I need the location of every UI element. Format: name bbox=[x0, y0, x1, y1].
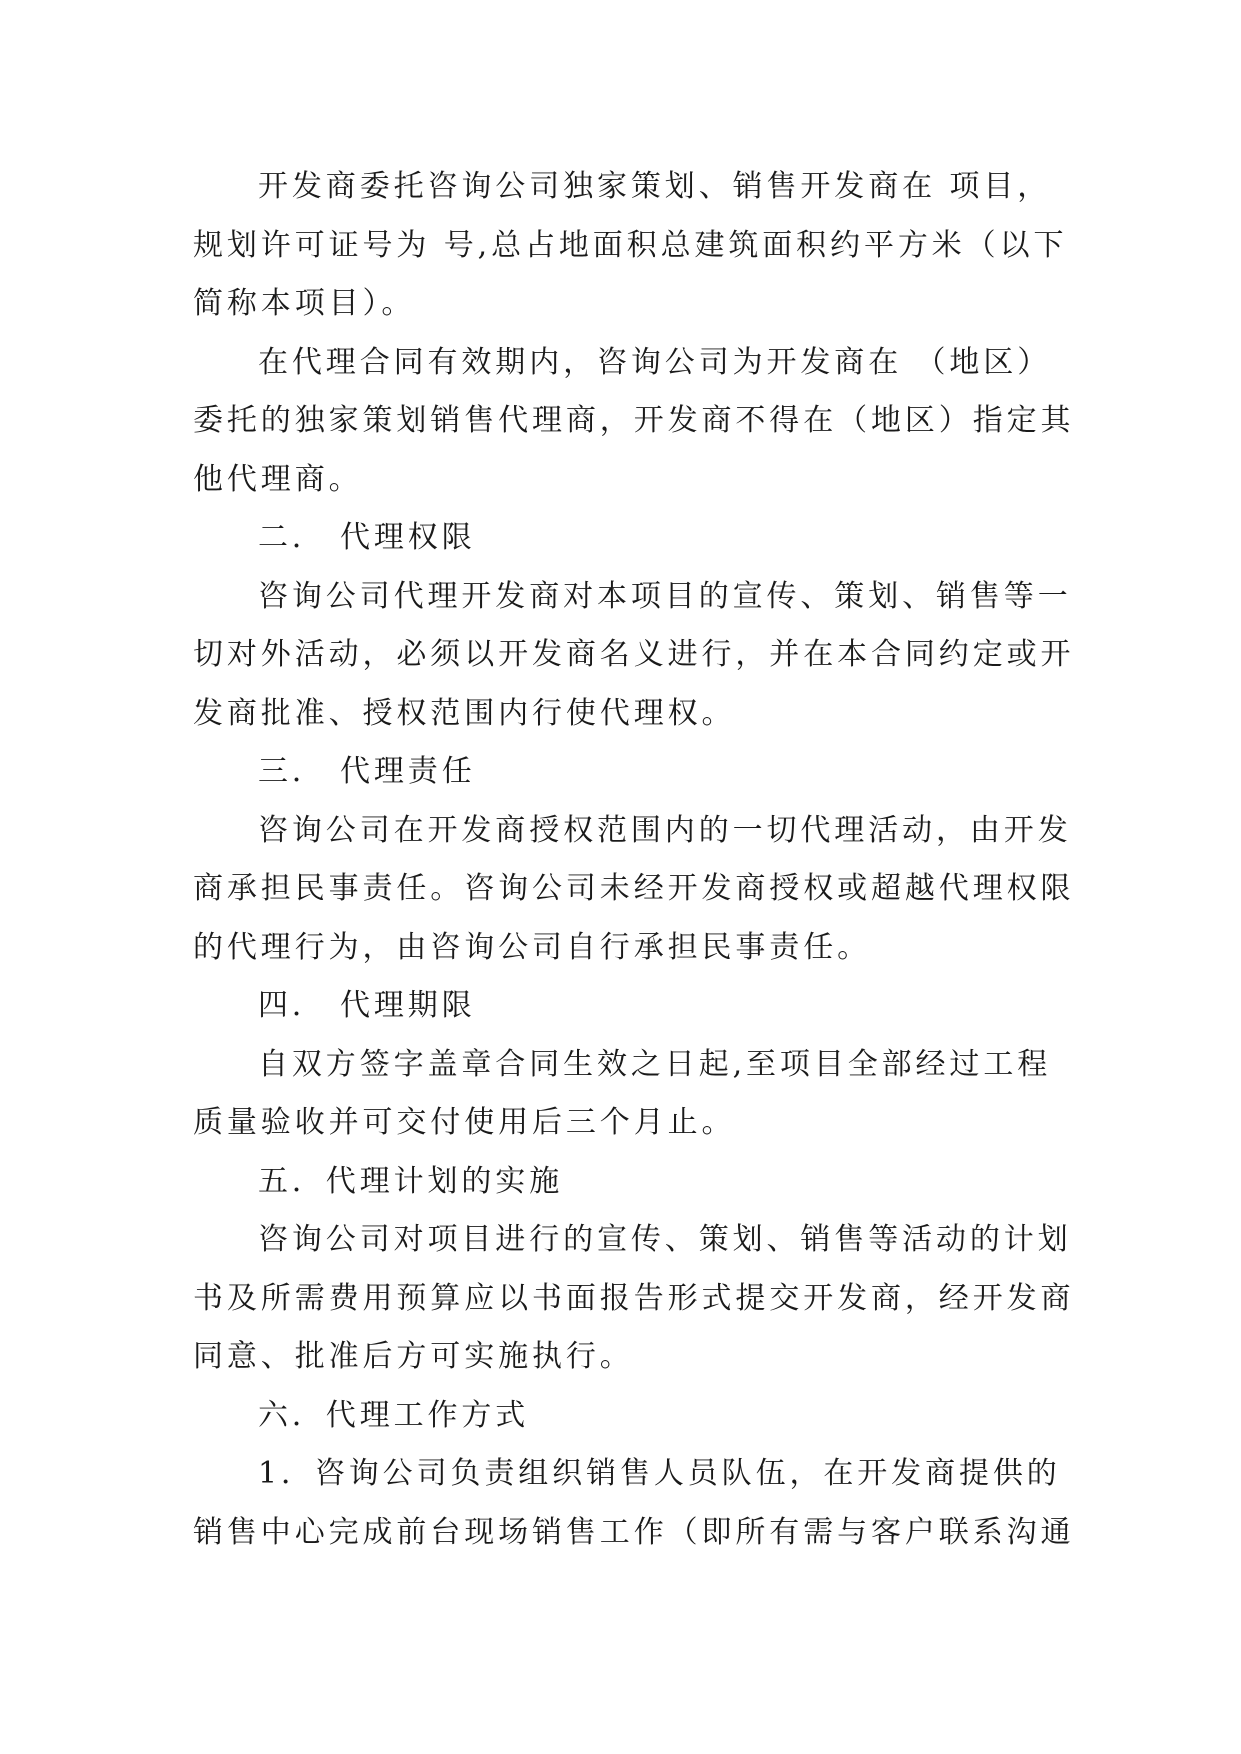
paragraph-line: 商承担民事责任。咨询公司未经开发商授权或超越代理权限 bbox=[193, 871, 1075, 906]
paragraph-line: 委托的独家策划销售代理商，开发商不得在（地区）指定其 bbox=[193, 403, 1075, 438]
paragraph-line: 同意、批准后方可实施执行。 bbox=[193, 1339, 634, 1374]
paragraph-line: 在代理合同有效期内，咨询公司为开发商在 （地区） bbox=[258, 344, 1052, 380]
paragraph-line: 销售中心完成前台现场销售工作（即所有需与客户联系沟通 bbox=[193, 1514, 1075, 1550]
section-heading-6: 六．代理工作方式 bbox=[258, 1397, 530, 1433]
section-heading-3 bbox=[193, 743, 1053, 802]
paragraph-line: 规划许可证号为 号,总占地面积总建筑面积约平方米（以下 bbox=[193, 227, 1068, 263]
section-title: 代理期限 bbox=[340, 988, 476, 1023]
paragraph-line: 咨询公司对项目进行的宣传、策划、销售等活动的计划 bbox=[258, 1222, 1072, 1257]
section-number: 三． bbox=[258, 754, 326, 789]
paragraph-line: 1．咨询公司负责组织销售人员队伍，在开发商提供的 bbox=[258, 1456, 1061, 1491]
paragraph-line: 他代理商。 bbox=[193, 461, 363, 497]
paragraph-line: 咨询公司代理开发商对本项目的宣传、策划、销售等一 bbox=[258, 578, 1072, 614]
paragraph-line: 开发商委托咨询公司独家策划、销售开发商在 项目， bbox=[258, 169, 1052, 204]
paragraph-line: 质量验收并可交付使用后三个月止。 bbox=[193, 1105, 736, 1140]
paragraph-line: 书及所需费用预算应以书面报告形式提交开发商，经开发商 bbox=[193, 1280, 1075, 1316]
paragraph-line: 发商批准、授权范围内行使代理权。 bbox=[193, 695, 736, 731]
paragraph-line: 简称本项目）。 bbox=[193, 286, 416, 321]
section-number: 四． bbox=[258, 988, 326, 1023]
section-heading-5: 五．代理计划的实施 bbox=[258, 1163, 564, 1199]
paragraph-line: 的代理行为，由咨询公司自行承担民事责任。 bbox=[193, 929, 871, 965]
section-title: 代理责任 bbox=[340, 754, 476, 789]
section-heading-2 bbox=[193, 509, 1053, 568]
paragraph-line: 自双方签字盖章合同生效之日起,至项目全部经过工程 bbox=[258, 1046, 1052, 1082]
paragraph-line: 咨询公司在开发商授权范围内的一切代理活动，由开发 bbox=[258, 812, 1072, 848]
section-title: 代理权限 bbox=[340, 520, 476, 555]
paragraph-line: 切对外活动，必须以开发商名义进行，并在本合同约定或开 bbox=[193, 637, 1075, 672]
document-page bbox=[193, 158, 1075, 1562]
section-heading-4 bbox=[193, 977, 1053, 1036]
section-number: 二． bbox=[258, 520, 326, 555]
